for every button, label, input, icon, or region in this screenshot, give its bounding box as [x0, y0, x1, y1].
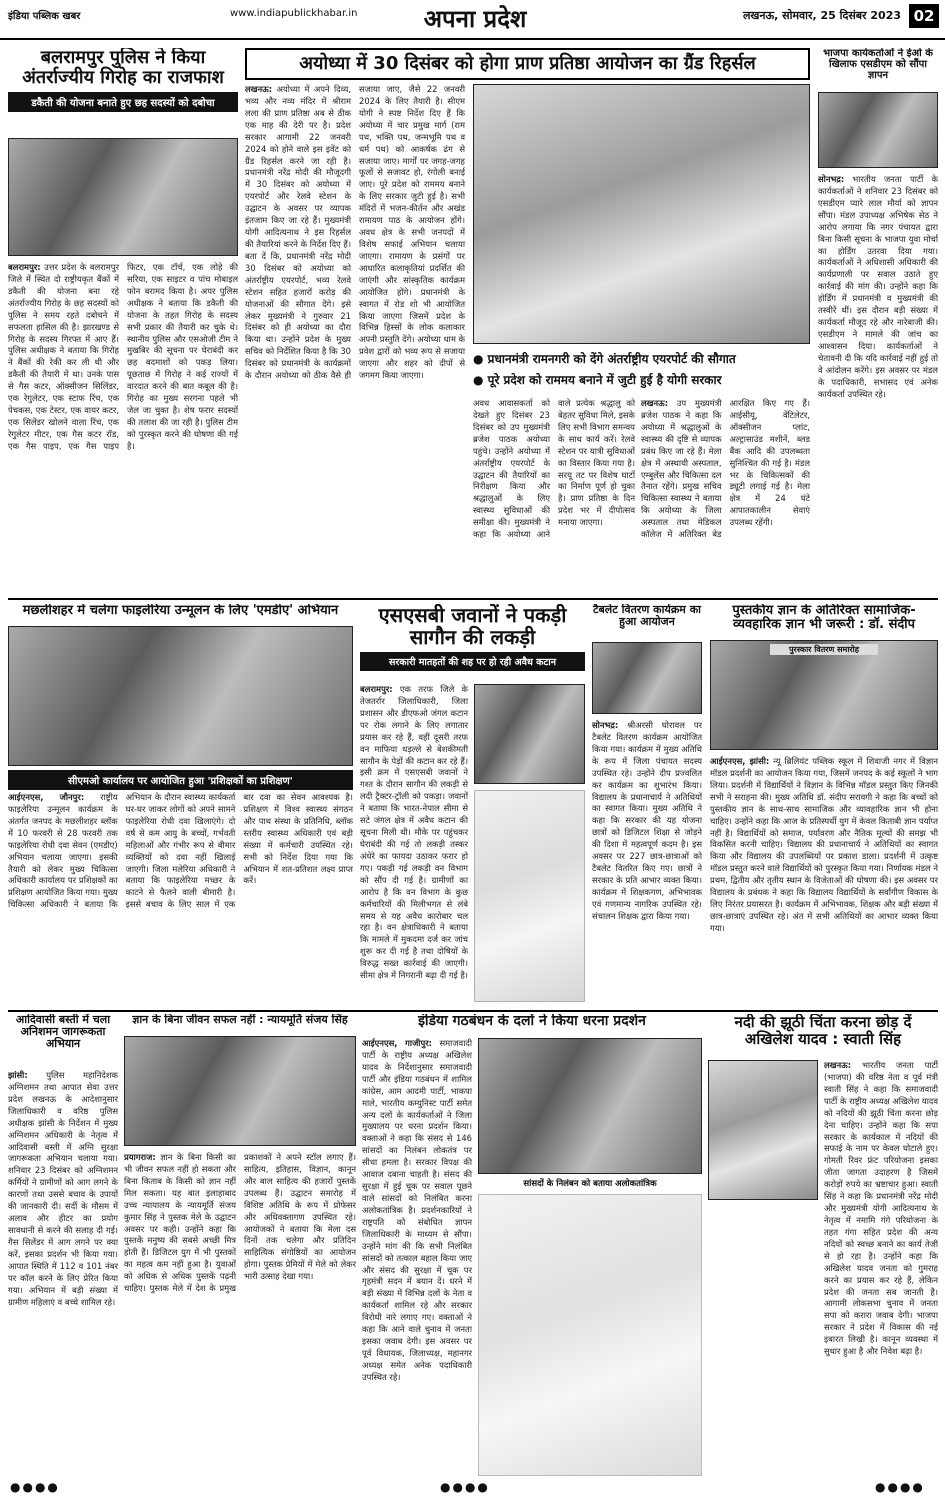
story-akhilesh-body [824, 1060, 938, 1476]
story-knowledge-headline: पुस्तकीय ज्ञान के अतिरिक्त सामाजिक-व्यवहारिक ज्ञान भी जरूरी : डॉ. संदीप [732, 604, 916, 633]
story-ayodhya-text: अयोध्या में अपने दिव्य, भव्य और नव्य मंदिर में श्रीराम लला की प्राण प्रतिष्ठा अब से ठीक एक माह की देरी पर है। प्रदेश सरकार आगामी 22 जनवरी 2024 को होने वाले इस इवेंट को ग्रैंड रिहर्सल करने जा रही है। प्रधानमंत्री नरेंद्र मोदी की मौजूदगी में 30 दिसंबर को अयोध्या में एयरपोर्ट और रेलवे स्टेशन के उद्घाटन के अवसर पर व्यापक इंतजाम किए जा रहे हैं। मुख्यमंत्री योगी आदित्यनाथ ने इस रिहर्सल की तैयारियां करने के निर्देश दिए हैं। बता दें कि, प्रधानमंत्री नरेंद्र मोदी 30 दिसंबर को अयोध्या को अंतर्राष्ट्रीय एयरपोर्ट, भव्य रेलवे स्टेशन सहित हजारों करोड़ की योजनाओं की सौगात देंगे। इसे लेकर मुख्यमंत्री ने गुरुवार 21 दिसंबर को ही अयोध्या का दौरा किया था। उन्होंने प्रदेश के मुख्य सचिव को निर्देशित किया है कि 30 दिसंबर को प्रधानमंत्री के कार्यक्रमों के दौरान अयोध्या को ठीक वैसे ही सजाया जाए, जैसे 22 जनवरी 2024 के लिए तैयारी है। सीएम योगी ने स्पष्ट निर्देश दिए हैं कि अयोध्या में चार प्रमुख मार्ग (राम पथ, भक्ति पथ, जन्मभूमि पथ व धर्म पथ) को आकर्षक ढंग से सजाया जाए। मार्गों पर जगह-जगह फूलों से सजावट हो, रंगोली बनाई जाए। पूरे प्रदेश को राममय बनाने के लिए सरकार जुटी हुई है। सभी मंदिरों में भजन-कीर्तन और अखंड रामायण पाठ के आयोजन होंगे। अवध क्षेत्र के सभी जनपदों में विशेष सफाई अभियान चलाया जाएगा। रामायण के प्रसंगों पर आधारित कलाकृतियां प्रदर्शित की जाएंगी और सांस्कृतिक कार्यक्रम आयोजित होंगे। प्रधानमंत्री के स्वागत में रोड शो भी आयोजित किया जाएगा जिसमें प्रदेश के विभिन्न हिस्सों के लोक कलाकार अपनी प्रस्तुति देंगे। अयोध्या धाम के प्रवेश द्वारों को भव्य रूप से सजाया जाएगा और शहर को दीपों से जगमग किया जाएगा। [245, 84, 465, 381]
story-knowledge [710, 604, 938, 1004]
story-ayodhya-bullet-2: ● पूरे प्रदेश को राममय बनाने में जुटी हुई है योगी सरकार [473, 373, 722, 387]
story-akhilesh-text: भारतीय जनता पार्टी (भाजपा) की वरिष्ठ नेता व पूर्व मंत्री स्वाती सिंह ने कहा कि समाजवादी पार्टी के राष्ट्रीय अध्यक्ष अखिलेश यादव को नदियों की झूठी चिंता करना छोड़ देना चाहिए। उन्होंने कहा कि सपा सरकार के कार्यकाल में नदियों की सफाई के नाम पर केवल घोटाले हुए। गोमती रिवर फ्रंट परियोजना इसका जीता जागता उदाहरण है जिसमें करोड़ों रुपये का भ्रष्टाचार हुआ। स्वाती सिंह ने कहा कि प्रधानमंत्री नरेंद्र मोदी और मुख्यमंत्री योगी आदित्यनाथ के नेतृत्व में नमामि गंगे परियोजना के तहत गंगा सहित प्रदेश की अन्य नदियों को स्वच्छ बनाने का कार्य तेजी से हो रहा है। उन्होंने कहा कि अखिलेश यादव जनता को गुमराह करने का प्रयास कर रहे हैं, लेकिन प्रदेश की जनता सब जानती है। आगामी लोकसभा चुनाव में जनता सपा को करारा जवाब देगी। भाजपा सरकार ने प्रदेश में विकास की नई इबारत लिखी है। कानून व्यवस्था में सुधार हुआ है और निवेश बढ़ा है। [824, 1060, 938, 1357]
page-number: 02 [909, 4, 939, 28]
sidebar-bjp-headline: भाजपा कार्यकर्ताओं ने ईओ के खिलाफ एसडीएम को सौंपा ज्ञापन [823, 48, 933, 81]
portrait-photo [708, 1060, 818, 1200]
ram-temple-illustration [473, 84, 810, 344]
story-tablet-text: श्रीअरसी घोरावल पर टैबलेट वितरण कार्यक्रम आयोजित किया गया। कार्यक्रम में मुख्य अतिथि के रूप में जिला पंचायत सदस्य उपस्थित रहे। उन्होंने दीप प्रज्वलित कर कार्यक्रम का शुभारंभ किया। विद्यालय के प्रधानाचार्य ने अतिथियों का स्वागत किया। मुख्य अतिथि ने कहा कि सरकार की यह योजना छात्रों को डिजिटल शिक्षा से जोड़ने की दिशा में महत्वपूर्ण कदम है। इस अवसर पर 227 छात्र-छात्राओं को टैबलेट वितरित किए गए। छात्रों ने सरकार के प्रति आभार व्यक्त किया। कार्यक्रम में शिक्षकगण, अभिभावक एवं गणमान्य नागरिक उपस्थित रहे। संचालन शिक्षक द्वारा किया गया। [592, 720, 702, 921]
story-tribal-body [8, 1070, 118, 1476]
story-ayodhya-body [245, 84, 465, 589]
story-filaria-body [8, 792, 353, 1004]
story-health-dateline: लखनऊ: [641, 398, 669, 408]
story-police-body [8, 262, 238, 592]
footer-dots-right: ●●●● [875, 1480, 925, 1494]
story-tablet-body [592, 720, 702, 1004]
story-ssb-body-left [360, 684, 468, 1002]
story-ayodhya [245, 48, 810, 593]
story-india-bloc-dateline: आईएनएस, गाजीपुर: [362, 1038, 432, 1048]
section-title: अपना प्रदेश [423, 5, 527, 33]
story-filaria-text: राष्ट्रीय फाइलेरिया उन्मूलन कार्यक्रम के अंतर्गत जनपद के मछलीशहर ब्लॉक में 10 फरवरी से 28 फरवरी तक फाइलेरिया रोधी दवा सेवन (एमडीए) अभियान चलाया जाएगा। इसकी तैयारी को लेकर मुख्य चिकित्सा अधिकारी कार्यालय पर प्रशिक्षकों का प्रशिक्षण आयोजित किया गया। मुख्य चिकित्सा अधिकारी ने बताया कि अभियान के दौरान स्वास्थ्य कार्यकर्ता घर-घर जाकर लोगों को अपने सामने फाइलेरिया रोधी दवा खिलाएंगे। दो वर्ष से कम आयु के बच्चों, गर्भवती महिलाओं और गंभीर रूप से बीमार व्यक्तियों को दवा नहीं खिलाई जाएगी। जिला मलेरिया अधिकारी ने बताया कि फाइलेरिया मच्छर के काटने से फैलने वाली बीमारी है। इससे बचाव के लिए साल में एक बार दवा का सेवन आवश्यक है। प्रशिक्षण में विश्व स्वास्थ्य संगठन और पाथ संस्था के प्रतिनिधि, ब्लॉक स्तरीय स्वास्थ्य अधिकारी एवं बड़ी संख्या में कर्मचारी उपस्थित रहे। सभी को निर्देश दिया गया कि अभियान में शत-प्रतिशत लक्ष्य प्राप्त करें। [8, 792, 353, 910]
story-filaria-headline: मछलीशहर में चलेगा फाइलेरिया उन्मूलन के लिए 'एमडीए' अभियान [22, 604, 339, 618]
story-ssb-photo [474, 684, 585, 784]
story-ssb-headline: एसएसबी जवानों ने पकड़ी सागौन की लकड़ी [378, 604, 567, 649]
story-knowledge-dateline: आईएनएस, झांसी: [710, 756, 770, 766]
sidebar-bjp-text: भारतीय जनता पार्टी के कार्यकर्ताओं ने शनिवार 23 दिसंबर को एसडीएम प्यारे लाल मौर्या को ज्ञापन सौंपा। मंडल उपाध्यक्ष अभिषेक सेठ ने आरोप लगाया कि नगर पंचायत द्वारा बिना किसी सूचना के भाजपा युवा मोर्चा का होर्डिंग उतरवा दिया गया। कार्यकर्ताओं ने अधिशासी अधिकारी की कार्यप्रणाली पर सवाल उठाते हुए कार्रवाई की मांग की। उन्होंने कहा कि होर्डिंग में प्रधानमंत्री व मुख्यमंत्री की तस्वीरें थीं। इस दौरान बड़ी संख्या में कार्यकर्ता मौजूद रहे और नारेबाजी की। एसडीएम ने मामले की जांच का आश्वासन दिया। कार्यकर्ताओं ने चेतावनी दी कि यदि कार्रवाई नहीं हुई तो वे आंदोलन करेंगे। इस अवसर पर मंडल के पदाधिकारी, सभासद एवं अनेक कार्यकर्ता उपस्थित रहे। [818, 174, 938, 399]
page-masthead [0, 0, 945, 40]
story-india-bloc-photo [478, 1038, 702, 1174]
story-ayodhya-dateline: लखनऊ: [245, 84, 273, 94]
story-justice-headline: ज्ञान के बिना जीवन सफल नहीं : न्यायमूर्ति संजय सिंह [132, 1014, 348, 1026]
story-ayodhya-bullet-1: ● प्रधानमंत्री रामनगरी को देंगे अंतर्राष्ट्रीय एयरपोर्ट की सौगात [473, 352, 736, 366]
story-ayodhya-headline: अयोध्या में 30 दिसंबर को होगा प्राण प्रतिष्ठा आयोजन का ग्रैंड रिहर्सल [245, 48, 810, 80]
story-akhilesh-headline: नदी की झूठी चिंता करना छोड़ दें अखिलेश यादव : स्वाती सिंह [734, 1014, 912, 1048]
story-police-photo [8, 138, 238, 256]
story-tablet-photo [592, 642, 702, 714]
paper-name: इंडिया पब्लिक खबर [8, 11, 81, 22]
story-india-bloc-body-left [362, 1038, 472, 1476]
story-india-bloc-caption: सांसदों के निलंबन को बताया अलोकतांत्रिक [523, 1179, 657, 1189]
story-health-body [641, 398, 810, 593]
story-police-dateline: बलरामपुर: [8, 262, 41, 272]
story-knowledge-photo [710, 640, 938, 750]
story-ssb-subhead: सरकारी मातहतों की शह पर हो रही अवैध कटान [360, 652, 585, 671]
story-ssb-dateline: बलरामपुर: [360, 684, 393, 694]
story-knowledge-body [710, 756, 938, 1004]
section-divider [8, 598, 938, 600]
sidebar-bjp-photo [818, 92, 938, 168]
story-justice-body [124, 1152, 356, 1476]
story-ayodhya-continued: अवध आवासकर्ता को देखते हुए दिसंबर 23 दिसंबर को उप मुख्यमंत्री ब्रजेश पाठक अयोध्या पहुंचे। उन्होंने अयोध्या में अंतर्राष्ट्रीय एयरपोर्ट के उद्घाटन की तैयारियों का निरीक्षण किया और श्रद्धालुओं के लिए स्वास्थ्य सुविधाओं की समीक्षा की। मुख्यमंत्री ने कहा कि अयोध्या आने वाले प्रत्येक श्रद्धालु को बेहतर सुविधा मिले, इसके लिए सभी विभाग समन्वय के साथ कार्य करें। रेलवे स्टेशन पर यात्री सुविधाओं का विस्तार किया गया है। सरयू तट पर विशेष घाटों का निर्माण पूर्ण हो चुका है। प्राण प्रतिष्ठा के दिन प्रदेश भर में दीपोत्सव मनाया जाएगा। [473, 398, 635, 540]
sidebar-bjp-dateline: सोनभद्र: [818, 174, 845, 184]
issue-date: लखनऊ, सोमवार, 25 दिसंबर 2023 [742, 9, 901, 22]
story-justice-photo [124, 1036, 356, 1146]
story-knowledge-photo-banner: पुरस्कार वितरण समारोह [770, 644, 878, 655]
paper-url[interactable]: www.indiapublickhabar.in [230, 8, 358, 19]
story-india-bloc [362, 1014, 702, 1476]
sidebar-bjp [818, 48, 938, 593]
story-ayodhya-bullets [473, 350, 810, 388]
story-justice-dateline: प्रयागराज: [124, 1152, 156, 1162]
story-ssb-text: एक तरफ जिले के तेजतर्रार जिलाधिकारी, जिला प्रशासन और डीएफओ जंगल कटान पर रोक लगाने के लिए लगातार प्रयास कर रहे हैं, वहीं दूसरी तरफ वन माफिया धड़ल्ले से बेशकीमती सागौन के पेड़ों की कटान कर रहे हैं। इसी क्रम में एसएसबी जवानों ने गश्त के दौरान सागौन की लकड़ी से लदी ट्रैक्टर-ट्रॉली को पकड़ा। जवानों ने बताया कि भारत-नेपाल सीमा से सटे जंगल क्षेत्र में अवैध कटान की सूचना मिली थी। मौके पर पहुंचकर घेराबंदी की गई तो लकड़ी तस्कर अंधेरे का फायदा उठाकर फरार हो गए। पकड़ी गई लकड़ी वन विभाग को सौंप दी गई है। ग्रामीणों का आरोप है कि वन विभाग के कुछ कर्मचारियों की मिलीभगत से लंबे समय से यह अवैध कारोबार चल रहा है। वन क्षेत्राधिकारी ने बताया कि मामले में मुकदमा दर्ज कर जांच शुरू कर दी गई है तथा दोषियों के विरुद्ध सख्त कार्रवाई की जाएगी। सीमा क्षेत्र में निगरानी बढ़ा दी गई है। [360, 684, 468, 981]
story-akhilesh [708, 1014, 938, 1476]
story-tablet-headline: टैबलेट वितरण कार्यक्रम का हुआ आयोजन [592, 604, 701, 629]
story-tribal-headline: आदिवासी बस्ती में चला अनिशमन जागरूकता अभियान [15, 1014, 111, 1051]
story-filaria-caption: सीएमओ कार्यालय पर आयोजित हुआ 'प्रशिक्षकों का प्रशिक्षण' [8, 770, 353, 790]
footer-dots-left: ●●●● [10, 1480, 60, 1494]
story-police-subhead: डकैती की योजना बनाते हुए छह सदस्यों को दबोचा [8, 92, 238, 112]
story-tribal-dateline: झांसी: [8, 1070, 28, 1080]
footer-dots-center: ●●●● [440, 1480, 490, 1494]
section-divider-2 [8, 1010, 938, 1012]
story-tablet [592, 604, 702, 1004]
story-tribal-text: पुलिस महानिदेशक अग्निशमन तथा आपात सेवा उत्तर प्रदेश लखनऊ के आदेशानुसार जिलाधिकारी व वरिष्ठ पुलिस अधीक्षक झांसी के निर्देशन में मुख्य अग्निशमन अधिकारी के नेतृत्व में आदिवासी बस्ती में अग्नि सुरक्षा जागरूकता अभियान चलाया गया। शनिवार 23 दिसंबर को अग्निशमन कर्मियों ने ग्रामीणों को आग लगने के कारणों तथा उससे बचाव के उपायों की जानकारी दी। सर्दी के मौसम में अलाव और हीटर का प्रयोग सावधानी से करने की सलाह दी गई। गैस सिलेंडर में आग लगने पर क्या करें, इसका प्रदर्शन भी किया गया। आपात स्थिति में 112 व 101 नंबर पर कॉल करने के लिए प्रेरित किया गया। अभियान में बड़ी संख्या में ग्रामीण महिलाएं व बच्चे शामिल रहे। [8, 1070, 118, 1307]
story-india-bloc-text: समाजवादी पार्टी के राष्ट्रीय अध्यक्ष अखिलेश यादव के निर्देशानुसार समाजवादी पार्टी और इंडिया गठबंधन में शामिल कांग्रेस, आम आदमी पार्टी, भाकपा माले, भारतीय कम्युनिस्ट पार्टी समेत अन्य दलों के कार्यकर्ताओं ने जिला मुख्यालय पर धरना प्रदर्शन किया। वक्ताओं ने कहा कि संसद से 146 सांसदों का निलंबन लोकतंत्र पर सीधा हमला है। सरकार विपक्ष की आवाज दबाना चाहती है। संसद की सुरक्षा में हुई चूक पर सवाल पूछने वाले सांसदों को निलंबित करना अलोकतांत्रिक है। प्रदर्शनकारियों ने राष्ट्रपति को संबोधित ज्ञापन जिलाधिकारी के माध्यम से सौंपा। उन्होंने मांग की कि सभी निलंबित सांसदों को तत्काल बहाल किया जाए और संसद की सुरक्षा में चूक पर गृहमंत्री सदन में बयान दें। धरने में बड़ी संख्या में विभिन्न दलों के नेता व कार्यकर्ता शामिल रहे और सरकार विरोधी नारे लगाए गए। वक्ताओं ने कहा कि आने वाले चुनाव में जनता इसका जवाब देगी। इस अवसर पर पूर्व विधायक, जिलाध्यक्ष, महानगर अध्यक्ष समेत अनेक पदाधिकारी उपस्थित रहे। [362, 1038, 472, 1382]
story-ssb [360, 604, 585, 1004]
story-filaria-dateline: आईएनएस, जौनपुर: [8, 792, 85, 802]
story-justice-text: ज्ञान के बिना किसी का भी जीवन सफल नहीं हो सकता और बिना किताब के किसी को ज्ञान नहीं मिल सकता। यह बात इलाहाबाद उच्च न्यायालय के न्यायमूर्ति संजय कुमार सिंह ने पुस्तक मेले के उद्घाटन अवसर पर कही। उन्होंने कहा कि पुस्तकें मनुष्य की सबसे अच्छी मित्र होती हैं। डिजिटल युग में भी पुस्तकों का महत्व कम नहीं हुआ है। युवाओं को अधिक से अधिक पुस्तकें पढ़नी चाहिए। पुस्तक मेले में देश के प्रमुख प्रकाशकों ने अपने स्टॉल लगाए हैं। साहित्य, इतिहास, विज्ञान, कानून और बाल साहित्य की हजारों पुस्तकें उपलब्ध हैं। उद्घाटन समारोह में विशिष्ट अतिथि के रूप में प्रोफेसर और अधिवक्तागण उपस्थित रहे। आयोजकों ने बताया कि मेला दस दिनों तक चलेगा और प्रतिदिन साहित्यिक संगोष्ठियों का आयोजन होगा। पुस्तक प्रेमियों में मेले को लेकर भारी उत्साह देखा गया। [124, 1152, 356, 1294]
story-health-text: उप मुख्यमंत्री ब्रजेश पाठक ने कहा कि अयोध्या में श्रद्धालुओं के स्वास्थ्य की दृष्टि से व्यापक प्रबंध किए जा रहे हैं। मेला क्षेत्र में अस्थायी अस्पताल, एम्बुलेंस और चिकित्सा दल तैनात रहेंगे। प्रमुख सचिव चिकित्सा स्वास्थ्य ने बताया कि अयोध्या के जिला अस्पताल तथा मेडिकल कॉलेज में अतिरिक्त बेड आरक्षित किए गए हैं। आईसीयू, वेंटिलेटर, ऑक्सीजन प्लांट, अल्ट्रासाउंड मशीनें, ब्लड बैंक आदि की उपलब्धता सुनिश्चित की गई है। मंडल भर के चिकित्सकों की ड्यूटी लगाई गई है। मेला क्षेत्र में 24 घंटे आपातकालीन सेवाएं उपलब्ध रहेंगी। [641, 398, 810, 540]
story-ssb-photo-2 [474, 790, 585, 1002]
story-justice [124, 1014, 356, 1476]
story-police-text: उत्तर प्रदेश के बलरामपुर जिले में स्थित दो राष्ट्रीयकृत बैंकों में डकैती की योजना बना रहे अंतर्राज्यीय गिरोह के छह सदस्यों को पुलिस ने समय रहते दबोचने में सफलता हासिल की है। झारखण्ड से गिरोह के सदस्य गिरफ्त में आए हैं। पुलिस अधीक्षक ने बताया कि गिरोह ने बैंकों की रेकी कर ली थी और डकैती की तैयारी में था। उनके पास से गैस कटर, ऑक्सीजन सिलिंडर, एक रेगुलेटर, एक स्टाफ रिंच, एक पेचकस, एक टेस्टर, एक वायर कटर, एक सिलेंडर खोलने वाला रिंच, एक रेगुलेटर मीटर, एक गैस कटर रॉड, एक गैस पाइप, एक गैस पाइप फिटर, एक टॉर्च, एक लोहे की सरिया, एक साइटर व पांच मोबाइल फोन बरामद किया है। अपर पुलिस अधीक्षक ने बताया कि डकैती की योजना के तहत गिरोह के सदस्य सभी प्रकार की तैयारी कर चुके थे। स्थानीय पुलिस और एसओजी टीम ने मुखबिर की सूचना पर घेराबंदी कर छह बदमाशों को पकड़ लिया। पूछताछ में गिरोह ने कई राज्यों में वारदात करने की बात कबूल की है। गिरोह का मुख्य सरगना पहले भी जेल जा चुका है। शेष फरार सदस्यों की तलाश की जा रही है। पुलिस टीम को पुरस्कृत करने की घोषणा की गई है। [8, 262, 238, 451]
story-filaria [8, 604, 353, 1004]
story-knowledge-text: न्यू ब्रिलियंट पब्लिक स्कूल में शिवाजी नगर में विज्ञान मॉडल प्रदर्शनी का आयोजन किया गया, जिसमें जनपद के कई स्कूलों ने भाग लिया। प्रदर्शनी में विद्यार्थियों ने विज्ञान के विभिन्न मॉडल प्रस्तुत किए जिनकी सभी ने सराहना की। मुख्य अतिथि डॉ. संदीप सरावगी ने कहा कि बच्चों को पुस्तकीय ज्ञान के साथ-साथ सामाजिक और व्यावहारिक ज्ञान भी होना चाहिए। उन्होंने कहा कि आज के प्रतिस्पर्धी युग में केवल किताबी ज्ञान पर्याप्त नहीं है। विद्यार्थियों को समाज, पर्यावरण और नैतिक मूल्यों की समझ भी विकसित करनी चाहिए। विद्यालय की प्रधानाचार्य ने अतिथियों का स्वागत किया और विद्यालय की उपलब्धियों पर प्रकाश डाला। प्रदर्शनी में उत्कृष्ट मॉडल प्रस्तुत करने वाले विद्यार्थियों को पुरस्कृत किया गया। निर्णायक मंडल ने प्रथम, द्वितीय और तृतीय स्थान के विजेताओं की घोषणा की। इस अवसर पर विद्यालय के प्रबंधक ने कहा कि विद्यालय विद्यार्थियों के सर्वांगीण विकास के लिए निरंतर प्रयासरत है। कार्यक्रम में अभिभावक, शिक्षक और बड़ी संख्या में छात्र-छात्राएं उपस्थित रहे। अंत में सभी अतिथियों का आभार व्यक्त किया गया। [710, 756, 938, 933]
story-akhilesh-dateline: लखनऊ: [824, 1060, 852, 1070]
story-tribal [8, 1014, 118, 1476]
story-police-headline: बलरामपुर पुलिस ने किया अंतर्राज्यीय गिरोह का राजफाश [22, 48, 224, 88]
story-police [8, 48, 238, 593]
story-filaria-photo [8, 626, 353, 766]
story-tablet-dateline: सोनभद्र: [592, 720, 619, 730]
story-india-bloc-photo-2 [478, 1194, 702, 1476]
story-india-bloc-headline: इंडिया गठबंधन के दलों ने किया धरना प्रदर्शन [418, 1014, 646, 1029]
sidebar-bjp-body [818, 174, 938, 592]
